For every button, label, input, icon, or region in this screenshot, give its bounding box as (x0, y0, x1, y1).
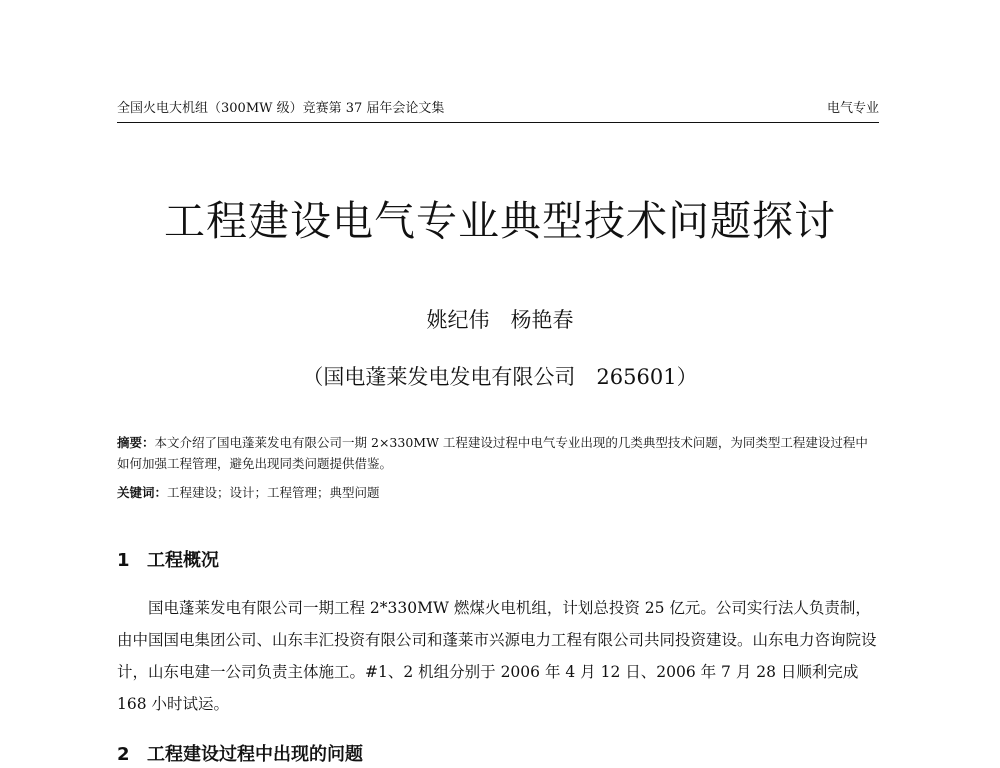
abstract-text: 本文介绍了国电蓬莱发电有限公司一期 2×330MW 工程建设过程中电气专业出现的几类典型技术问题，为同类型工程建设过程中如何加强工程管理，避免出现同类问题提供借鉴。 (117, 435, 868, 471)
paper-title: 工程建设电气专业典型技术问题探讨 (164, 197, 836, 245)
abstract-label: 摘要： (117, 435, 155, 450)
author-affiliation: （国电蓬莱发电发电有限公司 265601） (302, 365, 698, 389)
abstract (117, 432, 879, 474)
section-heading-1 (117, 548, 219, 574)
keywords-text: 工程建设；设计；工程管理；典型问题 (167, 485, 380, 500)
header-proceedings-title: 全国火电大机组（300MW 级）竞赛第 37 届年会论文集 (117, 101, 445, 116)
keywords-label: 关键词： (117, 485, 168, 500)
header-section-name: 电气专业 (826, 101, 879, 116)
keywords (117, 482, 879, 503)
running-header (117, 98, 879, 123)
paper-authors: 姚纪伟 杨艳春 (426, 308, 574, 332)
section-number: 2 (117, 744, 130, 765)
section-title: 工程建设过程中出现的问题 (147, 744, 363, 765)
section-title: 工程概况 (147, 550, 219, 571)
section-1-paragraph: 国电蓬莱发电有限公司一期工程 2*330MW 燃煤火电机组，计划总投资 25 亿元。公司实行法人负责制，由中国国电集团公司、山东丰汇投资有限公司和蓬莱市兴源电力工程有限公司共同投资建设。山东电力咨询院设计，山东电建一公司负责主体施工。#1、2 机组分别于 2006 年 4 月 12 日、2006 年 7 月 28 日顺利完成 168 小时试运。 (117, 599, 877, 713)
section-number: 1 (117, 550, 130, 571)
section-heading-2 (117, 742, 363, 768)
